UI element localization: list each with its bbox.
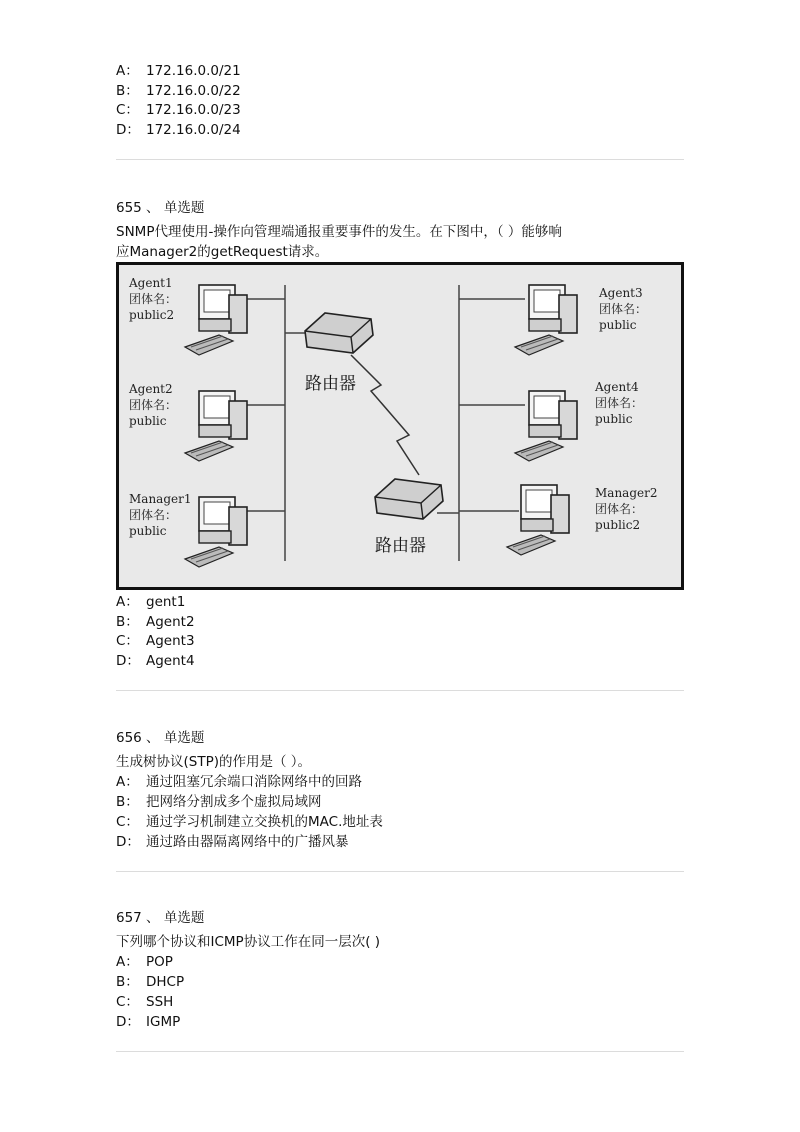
router-left-label: 路由器: [305, 374, 356, 394]
q655-option-c: C： Agent3: [116, 633, 195, 649]
agent1-community: public2: [129, 308, 175, 322]
q655-option-a: A： gent1: [116, 594, 186, 610]
agent3-name: Agent3: [599, 286, 643, 300]
q656-stem: 生成树协议(STP)的作用是（ ）。: [116, 754, 312, 770]
divider: [116, 1051, 684, 1052]
manager2-community: public2: [595, 518, 641, 532]
q654-option-b: B： 172.16.0.0/22: [116, 83, 241, 99]
q654-option-a: A： 172.16.0.0/21: [116, 63, 241, 79]
q656-option-b: B： 把网络分割成多个虚拟局域网: [116, 794, 322, 810]
q655-stem-line2: 应Manager2的getRequest请求。: [116, 244, 329, 260]
divider: [116, 871, 684, 872]
agent1-computer: [185, 285, 247, 355]
agent1-name: Agent1: [129, 276, 173, 290]
agent2-community: public: [129, 414, 167, 428]
snmp-network-figure: [116, 262, 684, 590]
q657-option-b: B： DHCP: [116, 974, 185, 990]
manager1-community: public: [129, 524, 167, 538]
q654-option-d: D： 172.16.0.0/24: [116, 122, 241, 138]
manager1-computer: [185, 497, 247, 567]
agent3-community-label: 团体名：: [599, 302, 648, 316]
divider: [116, 159, 684, 160]
q657-option-d: D： IGMP: [116, 1014, 181, 1030]
q655-stem-line1: SNMP代理使用-操作向管理端通报重要事件的发生。在下图中，（ ）能够响: [116, 224, 562, 240]
agent4-computer: [515, 391, 577, 461]
manager2-computer: [507, 485, 569, 555]
agent1-community-label: 团体名：: [129, 292, 178, 306]
agent4-name: Agent4: [595, 380, 639, 394]
q656-option-c: C： 通过学习机制建立交换机的MAC.地址表: [116, 814, 383, 830]
manager1-community-label: 团体名：: [129, 508, 178, 522]
manager2-name: Manager2: [595, 486, 658, 500]
agent4-community-label: 团体名：: [595, 396, 644, 410]
q657-header: 657 、 单选题: [116, 910, 205, 926]
wan-link: [351, 355, 419, 475]
agent2-computer: [185, 391, 247, 461]
q656-option-d: D： 通过路由器隔离网络中的广播风暴: [116, 834, 349, 850]
q656-header: 656 、 单选题: [116, 730, 205, 746]
divider: [116, 690, 684, 691]
router-right-label: 路由器: [375, 536, 426, 556]
router-left: [305, 313, 373, 353]
q655-header: 655 、 单选题: [116, 200, 205, 216]
agent3-computer: [515, 285, 577, 355]
agent2-community-label: 团体名：: [129, 398, 178, 412]
q655-option-b: B： Agent2: [116, 614, 195, 630]
agent3-community: public: [599, 318, 637, 332]
q657-option-a: A： POP: [116, 954, 173, 970]
manager2-community-label: 团体名：: [595, 502, 644, 516]
agent2-name: Agent2: [129, 382, 173, 396]
router-right: [375, 479, 443, 519]
q657-stem: 下列哪个协议和ICMP协议工作在同一层次( ): [116, 934, 381, 950]
q657-option-c: C： SSH: [116, 994, 174, 1010]
q655-option-d: D： Agent4: [116, 653, 195, 669]
q656-option-a: A： 通过阻塞冗余端口消除网络中的回路: [116, 774, 362, 790]
agent4-community: public: [595, 412, 633, 426]
manager1-name: Manager1: [129, 492, 192, 506]
q654-option-c: C： 172.16.0.0/23: [116, 102, 241, 118]
